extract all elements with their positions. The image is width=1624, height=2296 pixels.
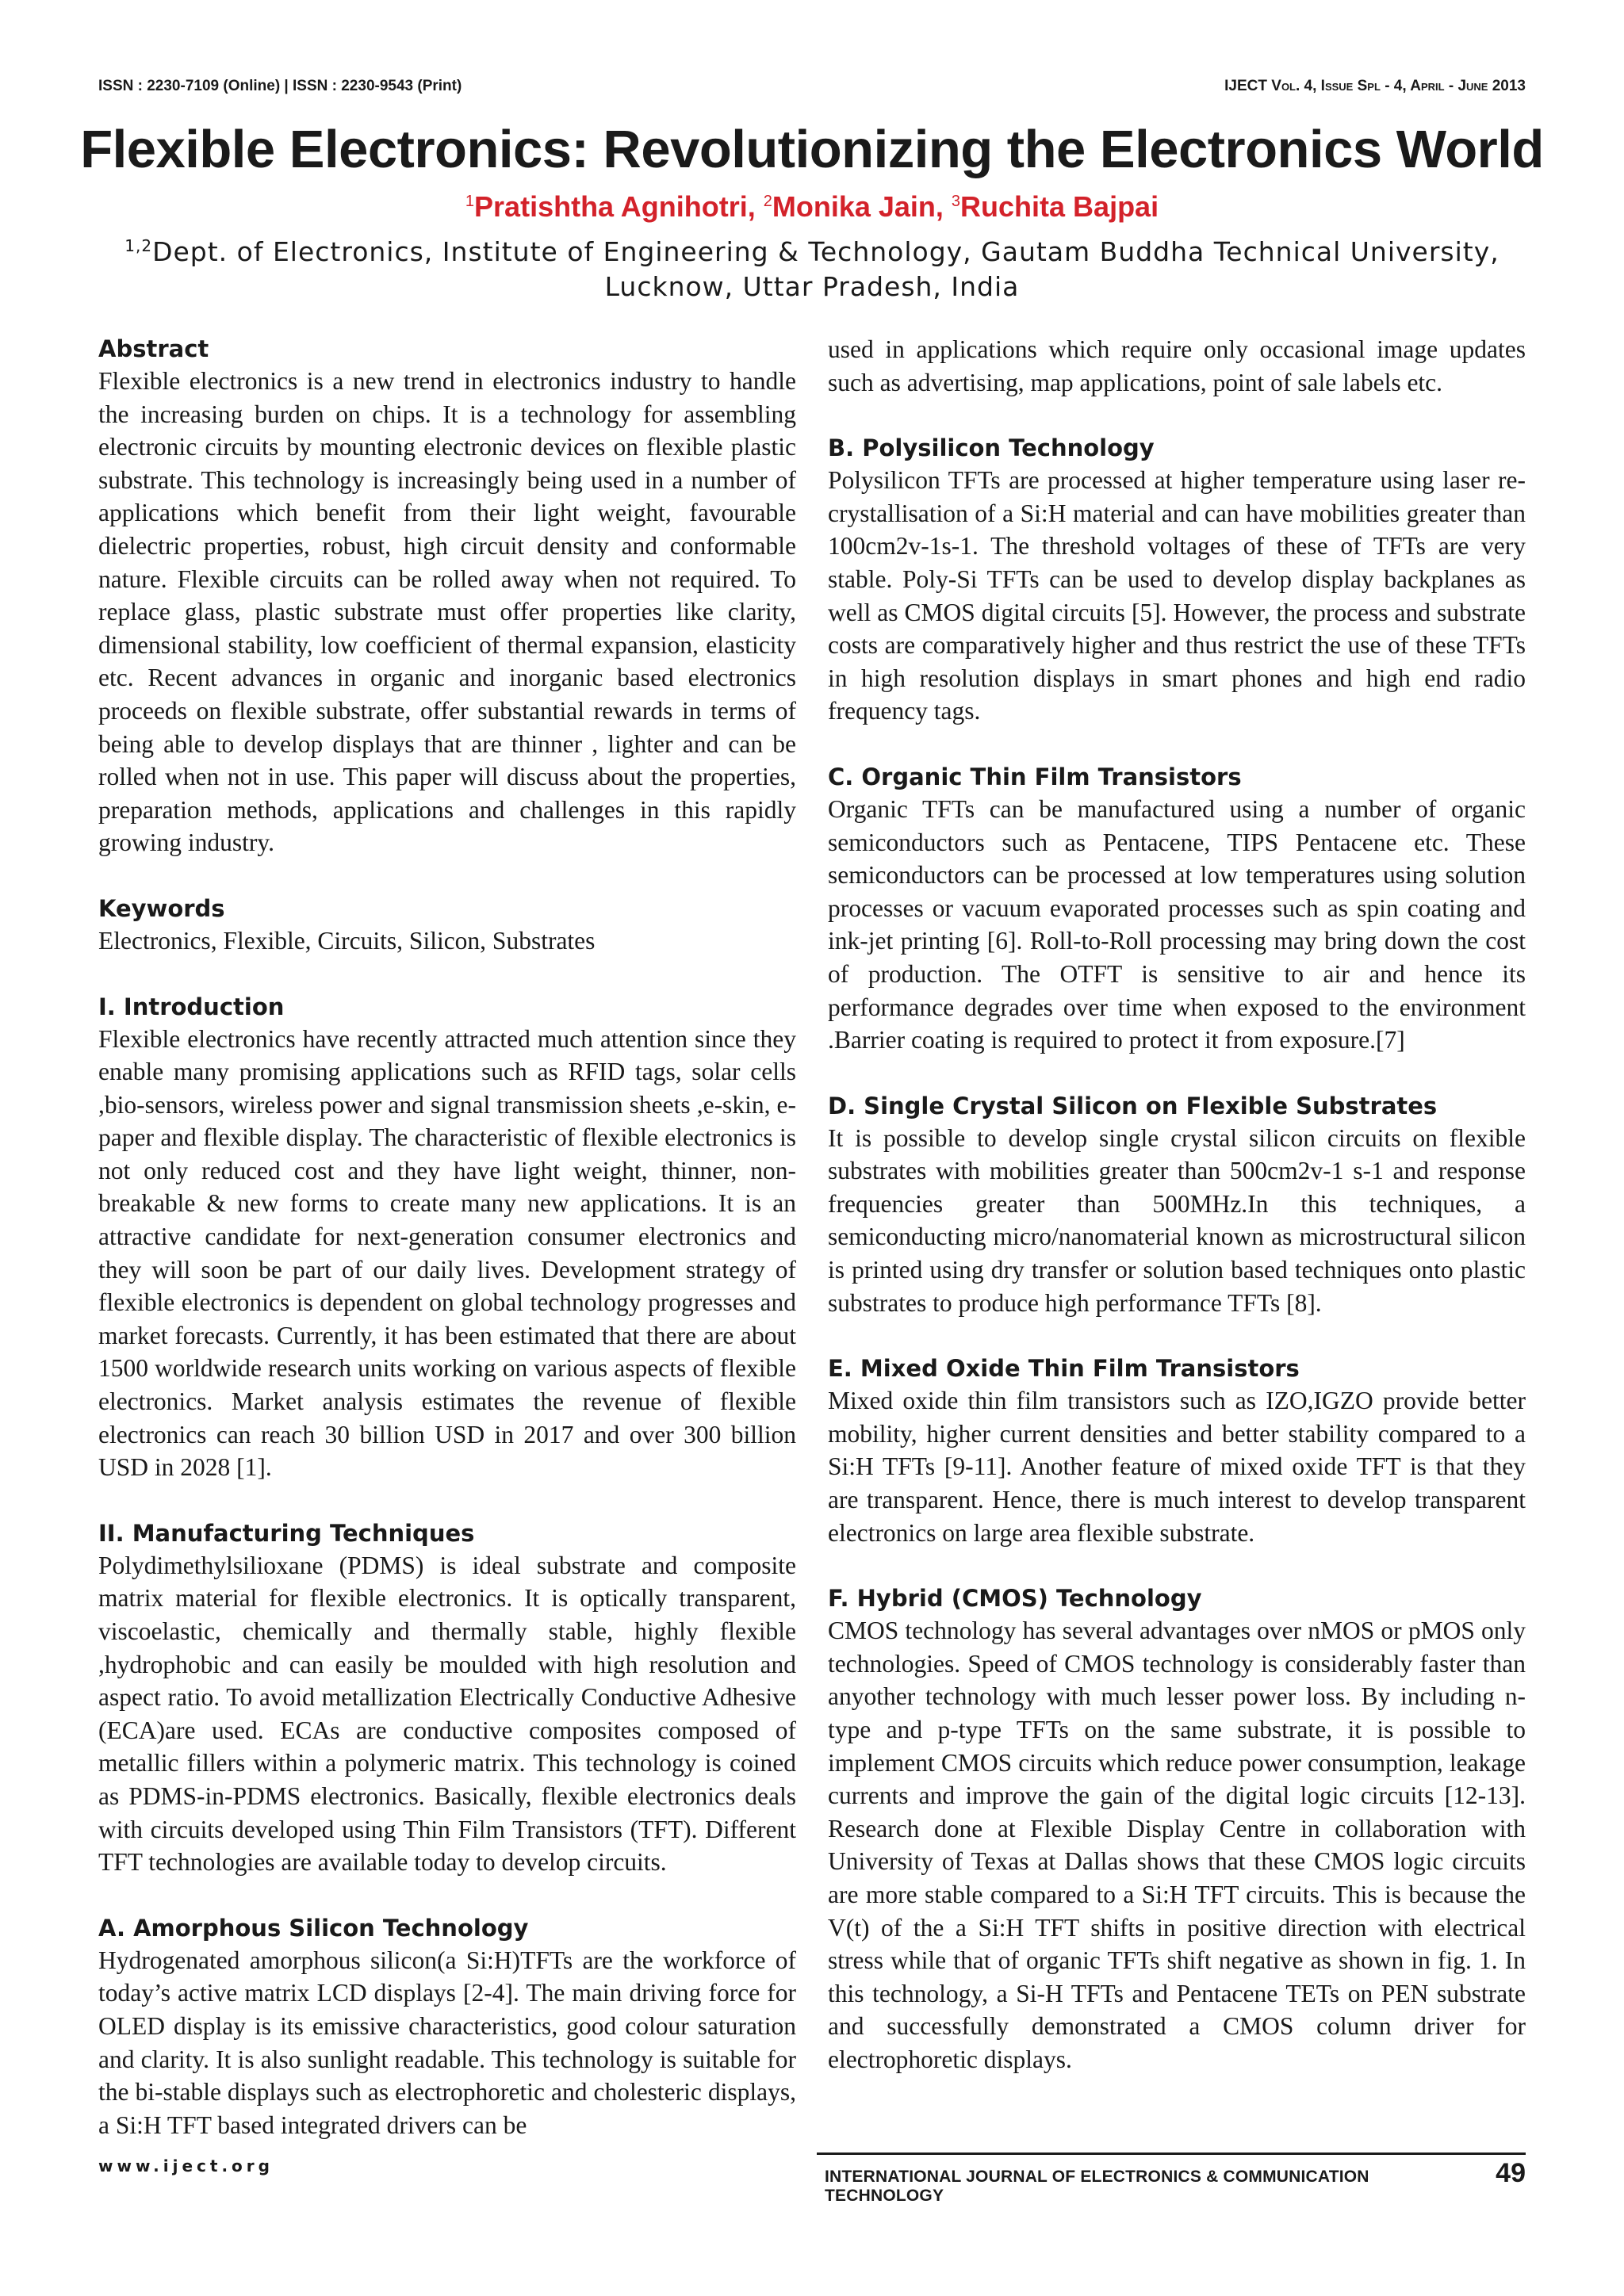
affiliation-sup: 1,2 xyxy=(124,236,153,255)
hybrid-cmos-text: CMOS technology has several advantages over nMOS or pMOS only technologies. Speed of CMOS technology is considerably faster than anyother technology with much lesser power loss. By including n-type and p-type TFTs on the same substrate, it is possible to implement CMOS circuits which reduce power consumption, leakage currents and improve the gain of the digital logic circuits [12-13]. Research done at Flexible Display Centre in collaboration with University of Texas at Dallas shows that these CMOS logic circuits are more stable compared to a Si:H TFT circuits. This is because the V(t) of the a Si:H TFT shifts in positive direction with electrical stress while that of organic TFTs shift negative as shown in fig. 1. In this technology, a Si-H TFTs and Pentacene TETs on PEN substrate and successfully demonstrated a CMOS column driver for electrophoretic displays. xyxy=(828,1617,1526,2073)
mixed-oxide-text: Mixed oxide thin film transistors such as IZO,IGZO provide better mobility, higher current densities and better stability compared to a Si:H TFTs [9-11]. Another feature of mixed oxide TFT is that they are transparent. Hence, there is much interest to develop transparent electronics on large area flexible substrate. xyxy=(828,1387,1526,1547)
page-number: 49 xyxy=(1496,2158,1526,2188)
hybrid-cmos-heading: F. Hybrid (CMOS) Technology xyxy=(828,1585,1202,1613)
author-3: Ruchita Bajpai xyxy=(960,190,1159,223)
issn-text: ISSN : 2230-7109 (Online) | ISSN : 2230-9543 (Print) xyxy=(98,78,462,94)
author-3-sup: 3 xyxy=(951,193,961,210)
organic-tft-text: Organic TFTs can be manufactured using a number of organic semiconductors such as Pentacene, TIPS Pentacene etc. These semiconductors can be processed at low temperatures using solution processes or vacuum evaporated processes such as spin coating and ink-jet printing [6]. Roll-to-Roll processing may bring down the cost of production. The OTFT is sensitive to air and hence its performance degrades over time when exposed to the environment .Barrier coating is required to protect it from exposure.[7] xyxy=(828,794,1526,1054)
introduction-text: Flexible electronics have recently attracted much attention since they enable many promising applications such as RFID tags, solar cells ,bio-sensors, wireless power and signal transmission sheets ,e-skin, e-paper and flexible display. The characteristic of flexible electronics is not only reduced cost and they have light weight, thinner, non-breakable & new forms to create many new applications. It is an attractive candidate for next-generation consumer electronics and they will soon be part of our daily lives. Development strategy of flexible electronics is dependent on global technology progresses and market forecasts. Currently, it has been estimated that there are about 1500 worldwide research units working on various aspects of flexible electronics. Market analysis estimates the revenue of flexible electronics can reach 30 billion USD in 2017 and over 300 billion USD in 2028 [1]. xyxy=(98,1024,796,1482)
affiliation-text: Dept. of Electronics, Institute of Engineering & Technology, Gautam Buddha Technical University, Lucknow, Uttar Pradesh, India xyxy=(152,236,1500,302)
amorphous-heading: A. Amorphous Silicon Technology xyxy=(98,1914,529,1942)
introduction-heading: I. Introduction xyxy=(98,993,285,1020)
footer-rule xyxy=(817,2152,1526,2155)
single-crystal-text: It is possible to develop single crystal silicon circuits on flexible substrates with mobilities greater than 500cm2v-1 s-1 and response frequencies greater than 500MHz.In this techniques, a semiconducting micro/nanomaterial known as microstructural silicon is printed using dry transfer or solution based techniques onto plastic substrates to produce high performance TFTs [8]. xyxy=(828,1123,1526,1317)
organic-tft-heading: C. Organic Thin Film Transistors xyxy=(828,763,1242,790)
manufacturing-text: Polydimethylsilioxane (PDMS) is ideal substrate and composite matrix material for flexible electronics. It is optically transparent, viscoelastic, chemically and thermally stable, highly flexible ,hydrophobic and can easily be moulded with high resolution and aspect ratio. To avoid metallization Electrically Conductive Adhesive (ECA)are used. ECAs are conductive composites composed of metallic fillers within a polymeric matrix. This technology is coined as PDMS-in-PDMS electronics. Basically, flexible electronics deals with circuits developed using Thin Film Transistors (TFT). Different TFT technologies are available today to develop circuits. xyxy=(98,1551,796,1877)
manufacturing-heading: II. Manufacturing Techniques xyxy=(98,1519,475,1547)
keywords-text: Electronics, Flexible, Circuits, Silicon, Substrates xyxy=(98,926,596,955)
left-column xyxy=(98,333,796,2175)
right-column xyxy=(828,333,1526,2110)
amorphous-text-continued: used in applications which require only occasional image updates such as advertising, map applications, point of sale labels etc. xyxy=(828,335,1526,396)
polysilicon-text: Polysilicon TFTs are processed at higher temperature using laser re-crystallisation of a Si:H material and can have mobilities greater than 100cm2v-1s-1. The threshold voltages of these of TFTs are very stable. Poly-Si TFTs can be used to develop display backplanes as well as CMOS digital circuits [5]. However, the process and substrate costs are comparatively higher and thus restrict the use of these TFTs in high resolution displays in smart phones and high end radio frequency tags. xyxy=(828,466,1526,725)
author-1-sup: 1 xyxy=(465,193,475,210)
keywords-heading: Keywords xyxy=(98,894,225,922)
footer-journal xyxy=(825,2158,1526,2206)
single-crystal-heading: D. Single Crystal Silicon on Flexible Substrates xyxy=(828,1092,1438,1119)
abstract-heading: Abstract xyxy=(98,335,209,362)
footer-journal-name: INTERNATIONAL JOURNAL OF ELECTRONICS & COMMUNICATION TECHNOLOGY xyxy=(825,2168,1369,2205)
volume-text: IJECT Vol. 4, Issue Spl - 4, April - June 2013 xyxy=(1224,78,1526,94)
polysilicon-heading: B. Polysilicon Technology xyxy=(828,434,1155,462)
paper-title: Flexible Electronics: Revolutionizing the Electronics World xyxy=(80,120,1544,179)
abstract-text: Flexible electronics is a new trend in electronics industry to handle the increasing burden on chips. It is a technology for assembling electronic circuits by mounting electronic devices on flexible plastic substrate. This technology is increasingly being used in a number of applications which benefit from their light weight, favourable dielectric properties, robust, high circuit density and conformable nature. Flexible circuits can be rolled away when not required. To replace glass, plastic substrate must offer properties like clarity, dimensional stability, low coefficient of thermal expansion, elasticity etc. Recent advances in organic and inorganic based electronics proceeds on flexible substrate, offer substantial rewards in terms of being able to develop displays that are thinner , lighter and can be rolled when not in use. This paper will discuss about the properties, preparation methods, applications and challenges in this rapidly growing industry. xyxy=(98,367,796,857)
author-2-sup: 2 xyxy=(763,193,772,210)
footer-website: www.iject.org xyxy=(98,2156,274,2175)
author-1: Pratishtha Agnihotri, xyxy=(474,190,764,223)
mixed-oxide-heading: E. Mixed Oxide Thin Film Transistors xyxy=(828,1355,1300,1383)
amorphous-text: Hydrogenated amorphous silicon(a Si:H)TFTs are the workforce of today’s active matrix LCD displays [2-4]. The main driving force for OLED display is its emissive characteristics, good colour saturation and clarity. It is also sunlight readable. This technology is suitable for the bi-stable displays such as electrophoretic and cholesteric displays, a Si:H TFT based integrated drivers can be xyxy=(98,1946,796,2139)
author-2: Monika Jain, xyxy=(772,190,952,223)
affiliation xyxy=(98,228,1526,304)
running-header xyxy=(98,78,1526,95)
author-list xyxy=(0,190,1624,224)
